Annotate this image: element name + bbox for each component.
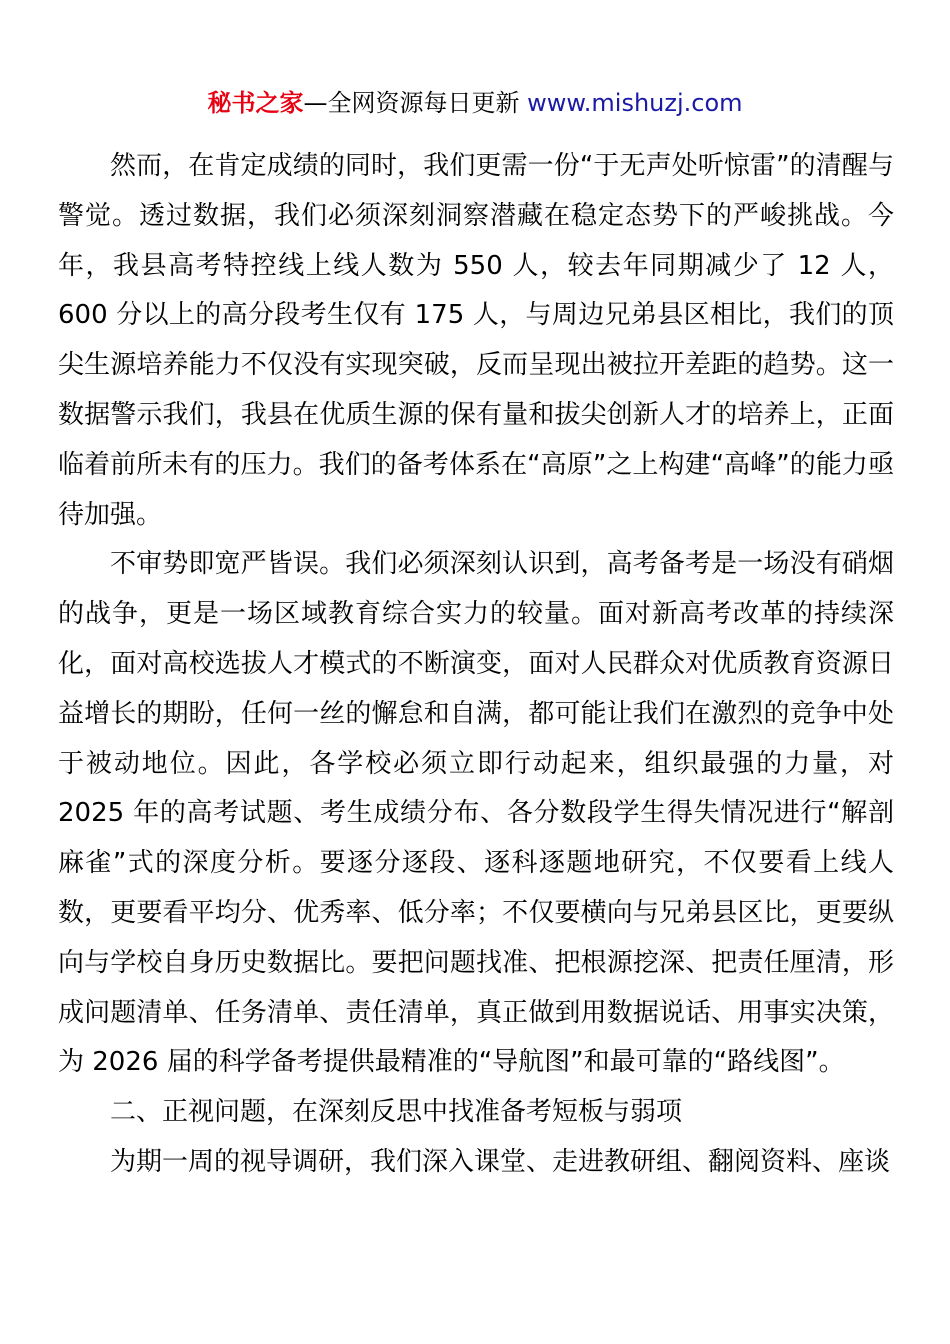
paragraph-1: 然而，在肯定成绩的同时，我们更需一份“于无声处听惊雷”的清醒与警觉。透过数据，我们必须深刻洞察潜藏在稳定态势下的严峻挑战。今年，我县高考特控线上线人数为 550 人，较去年同期减少了 12 人，600 分以上的高分段考生仅有 175 人，与周边兄弟县区相比，我们的顶尖生源培养能力不仅没有实现突破，反而呈现出被拉开差距的趋势。这一数据警示我们，我县在优质生源的保有量和拔尖创新人才的培养上，正面临着前所未有的压力。我们的备考体系在“高原”之上构建“高峰”的能力亟待加强。 [58,151,894,530]
site-header [0,86,950,120]
paragraph-2: 不审势即宽严皆误。我们必须深刻认识到，高考备考是一场没有硝烟的战争，更是一场区域教育综合实力的较量。面对新高考改革的持续深化，面对高校选拔人才模式的不断演变，面对人民群众对优质教育资源日益增长的期盼，任何一丝的懈怠和自满，都可能让我们在激烈的竞争中处于被动地位。因此，各学校必须立即行动起来，组织最强的力量，对 2025 年的高考试题、考生成绩分布、各分数段学生得失情况进行“解剖麻雀”式的深度分析。要逐分逐段、逐科逐题地研究，不仅要看上线人数，更要看平均分、优秀率、低分率；不仅要横向与兄弟县区比，更要纵向与学校自身历史数据比。要把问题找准、把根源挖深、把责任厘清，形成问题清单、任务清单、责任清单，真正做到用数据说话、用事实决策，为 2026 届的科学备考提供最精准的“导航图”和最可靠的“路线图”。 [58,549,894,1078]
site-tagline: —全网资源每日更新 [303,89,520,117]
brand-name: 秘书之家 [207,89,304,117]
section-heading: 二、正视问题，在深刻反思中找准备考短板与弱项 [110,1097,683,1128]
site-url-link[interactable]: www.mishuzj.com [527,89,743,117]
paragraph-3: 为期一周的视导调研，我们深入课堂、走进教研组、翻阅资料、座谈 [110,1146,891,1177]
document-body [58,142,894,1188]
